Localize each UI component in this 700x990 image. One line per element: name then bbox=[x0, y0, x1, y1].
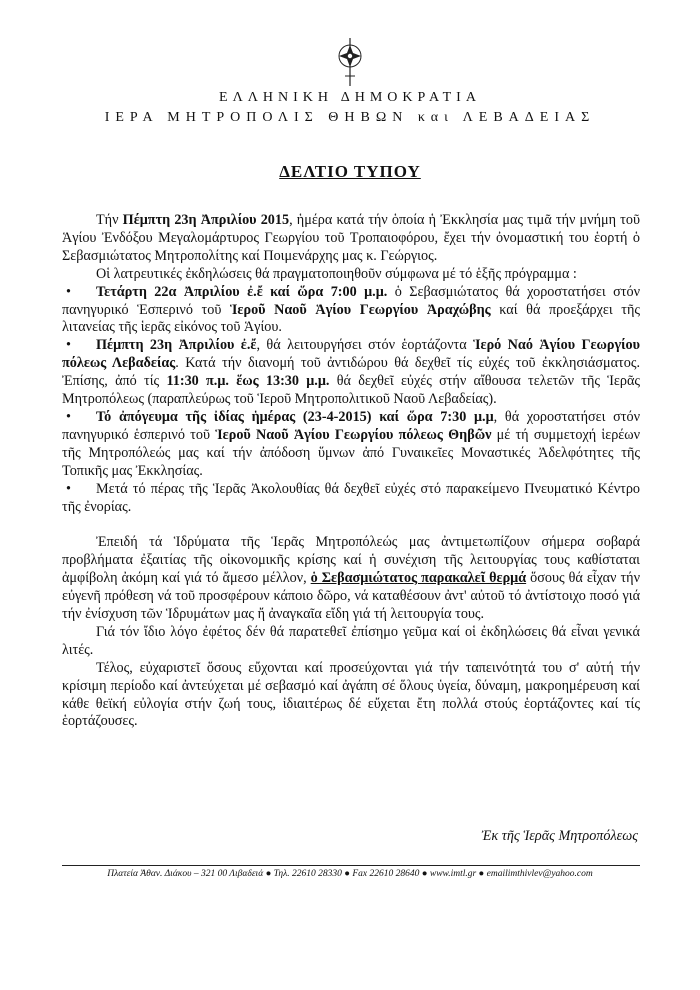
text-run: , ἡμέρα κατά τήν ὁποία ἡ Ἐκκλησία μας τιμᾶ τήν μνήμη τοῦ Ἁγίου Ἐνδόξου Μεγαλομάρτυρος Γεωργίου τοῦ Τροπαιοφόρου, ἔχει τήν ὀνομαστική του ἑορτή ὁ Σεβασμιώτατος Μητροπολίτης καί Ποιμενάρχης μας κ. Γεώργιος. bbox=[62, 212, 640, 264]
document-body bbox=[62, 212, 640, 731]
bullet-icon: • bbox=[66, 408, 71, 425]
header-metropolis: ΙΕΡΑ ΜΗΤΡΟΠΟΛΙΣ ΘΗΒΩΝ και ΛΕΒΑΔΕΙΑΣ bbox=[104, 110, 596, 125]
list-item bbox=[62, 481, 640, 517]
event-time: Τό ἀπόγευμα τῆς ἰδίας ἡμέρας (23-4-2015) καί ὥρα 7:30 μ.μ bbox=[96, 408, 494, 425]
paragraph-intro bbox=[62, 212, 640, 266]
text-run: Μετά τό πέρας τῆς Ἱερᾶς Ἀκολουθίας θά δεχθεῖ εὐχές στό παρακείμενο Πνευματικό Κέντρο τῆς ἐνορίας. bbox=[62, 480, 640, 515]
text-run: , θά χοροστατήσει στόν πανηγυρικό ἑσπερινό τοῦ bbox=[62, 408, 640, 443]
text-run: , θά λειτουργήσει στόν ἑορτάζοντα bbox=[256, 337, 474, 354]
paragraph-request bbox=[62, 534, 640, 624]
paragraph-program-intro: Οἱ λατρευτικές ἐκδηλώσεις θά πραγματοποιηθοῦν σύμφωνα μέ τό ἑξῆς πρόγραμμα : bbox=[96, 265, 577, 282]
text-run: . Κατά τήν διανομή τοῦ ἀντιδώρου θά δεχθεῖ τίς εὐχές τοῦ ἐκκλησιάσματος. Ἐπίσης, ἀπό τίς bbox=[62, 355, 640, 390]
text-run: ὁ Σεβασμιώτατος θά χοροστατήσει στόν πανηγυρικό Ἑσπερινό τοῦ bbox=[62, 283, 640, 318]
spacer bbox=[62, 516, 640, 534]
request-highlight: ὁ Σεβασμιώτατος παρακαλεῖ θερμά bbox=[310, 570, 527, 587]
text-run: μέ τή συμμετοχή ἱερέων τῆς Μητροπόλεώς μας καί τήν ἀπόδοση ὕμνων ἀπό Γυναικεῖες Μοναστικές Ἀδελφότητες τῆς Τοπικῆς μας Ἐκκλησίας. bbox=[62, 426, 640, 479]
paragraph-meal: Γιά τόν ἴδιο λόγο ἐφέτος δέν θά παρατεθεῖ ἐπίσημο γεῦμα καί οἱ ἐκδηλώσεις θά εἶναι γενικά λιτές. bbox=[62, 623, 640, 658]
footer-divider bbox=[62, 865, 640, 866]
event-time: 11:30 π.μ. ἕως 13:30 μ.μ. bbox=[166, 373, 330, 390]
page-title: ΔΕΛΤΙΟ ΤΥΠΟΥ bbox=[279, 162, 421, 181]
text-run: καί θά προεξάρχει τῆς λιτανείας τῆς ἱερᾶς εἰκόνος τοῦ Ἁγίου. bbox=[62, 301, 641, 336]
text-run: Τήν bbox=[96, 212, 123, 228]
header-republic: ΕΛΛΗΝΙΚΗ ΔΗΜΟΚΡΑΤΙΑ bbox=[219, 90, 481, 105]
list-item bbox=[62, 337, 640, 409]
text-run: Ἐπειδή τά Ἱδρύματα τῆς Ἱερᾶς Μητροπόλεώς μας ἀντιμετωπίζουν σήμερα σοβαρά προβλήματα ἐξαιτίας τῆς οἰκονομικῆς κρίσης καί ἡ συνέχιση τῆς λειτουργίας τους καθίσταται ἀμφίβολη ἀκόμη καί γιά τό ἄμεσο μέλλον, bbox=[62, 534, 640, 587]
text-run: θά δεχθεῖ εὐχές στήν αἴθουσα τελετῶν τῆς Ἱερᾶς Μητροπόλεως (παραπλεύρως τοῦ Ἱεροῦ Μητροπολιτικοῦ Ναοῦ Λεβαδείας). bbox=[62, 373, 641, 408]
church-name: Ἱερό Ναό Ἁγίου Γεωργίου πόλεως Λεβαδείας bbox=[62, 337, 641, 372]
church-name: Ἱεροῦ Ναοῦ Ἁγίου Γεωργίου πόλεως Θηβῶν bbox=[215, 426, 492, 443]
date-highlight: Πέμπτη 23η Ἀπριλίου 2015 bbox=[122, 212, 290, 228]
signature: Ἐκ τῆς Ἱερᾶς Μητροπόλεως bbox=[481, 828, 638, 844]
list-item bbox=[62, 409, 640, 481]
bullet-icon: • bbox=[66, 480, 71, 497]
text-run: ὅσους θά εἶχαν τήν εὐγενῆ πρόθεση νά τοῦ προσφέρουν κάποιο δῶρο, νά καταθέσουν ἀντ' αὐτοῦ τό ἀντίστοιχο ποσό γιά τήν ἐνίσχυση τῶν Ἱδρυμάτων μας ἤ ἀναγκαῖα εἴδη γιά τή λειτουργία τους. bbox=[62, 570, 641, 623]
bullet-icon: • bbox=[66, 283, 71, 300]
bullet-icon: • bbox=[66, 337, 71, 354]
church-name: Ἱεροῦ Ναοῦ Ἁγίου Γεωργίου Ἀραχώβης bbox=[229, 301, 491, 318]
list-item bbox=[62, 284, 640, 338]
byzantine-cross-emblem-icon bbox=[334, 36, 366, 88]
footer-contact: Πλατεία Ἀθαν. Διάκου – 321 00 Λιβαδειά ● Τηλ. 22610 28330 ● Fax 22610 28640 ● www.imtl.gr ● emailimthivlev@yahoo.com bbox=[107, 869, 593, 879]
event-time: Τετάρτη 22α Ἀπριλίου ἐ.ἔ καί ὥρα 7:00 μ.μ. bbox=[96, 283, 388, 300]
event-time: Πέμπτη 23η Ἀπριλίου ἐ.ἔ bbox=[96, 337, 257, 354]
paragraph-thanks: Τέλος, εὐχαριστεῖ ὅσους εὔχονται καί προσεύχονται γιά τήν ταπεινότητά του σ' αὐτή τήν κρίσιμη περίοδο καί ἀντεύχεται μέ σεβασμό καί ἀγάπη σέ ὅλους ὑγεία, δύναμη, μακροημέρευση καί κάθε θεϊκή εὐλογία στήν ζωή τους, ἰδιαιτέρως δέ εὔχεται ἔτη πολλά στούς ἑορτάζοντες καί τίς ἑορτάζουσες. bbox=[62, 659, 640, 730]
